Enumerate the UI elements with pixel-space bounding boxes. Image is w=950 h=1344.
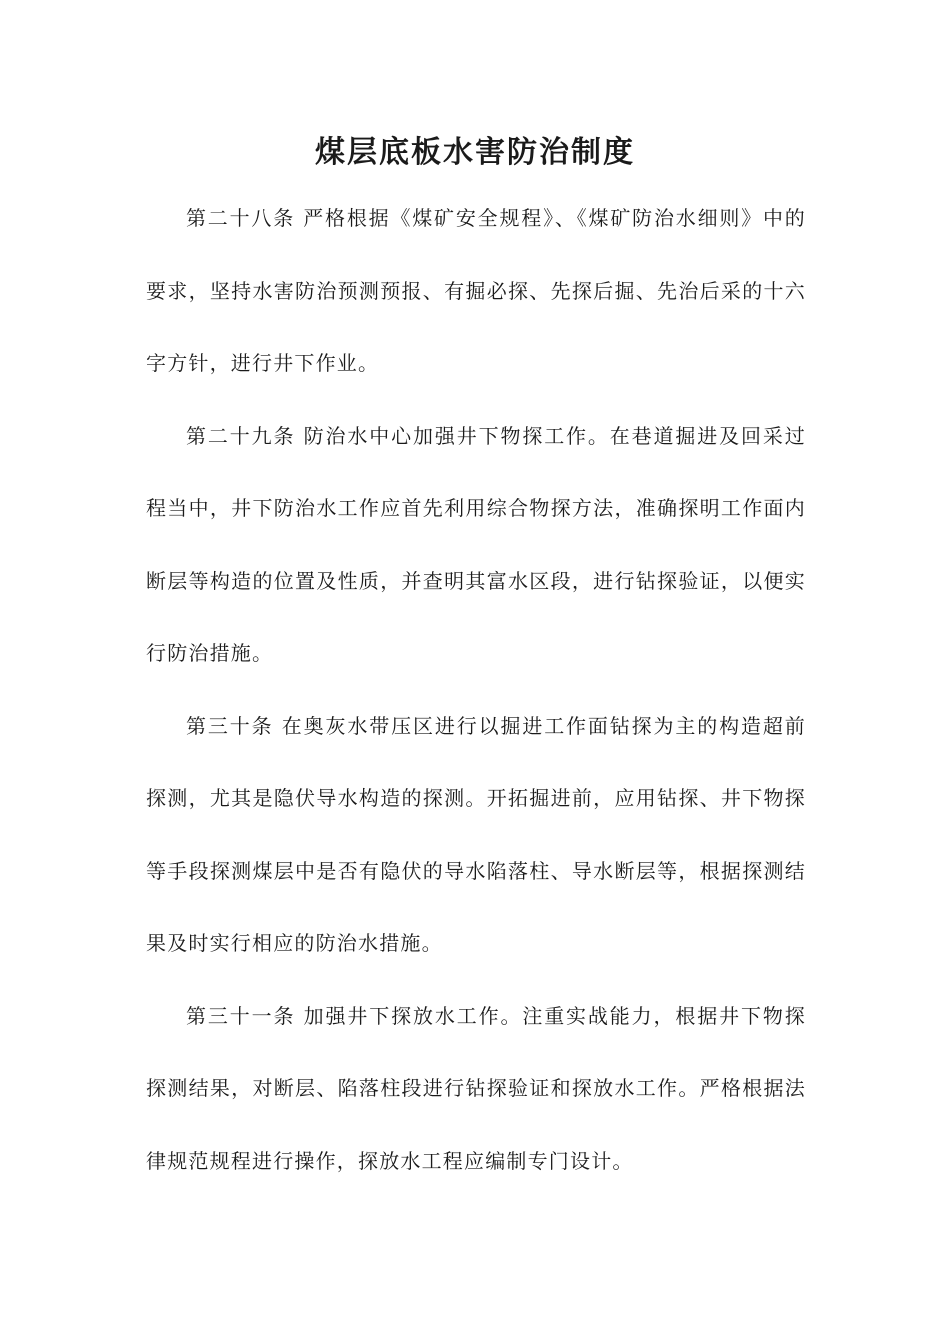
document-title: 煤层底板水害防治制度 [315, 135, 635, 170]
document-body [146, 182, 806, 1197]
article-29-paragraph: 第二十九条 防治水中心加强井下物探工作。在巷道掘进及回采过程当中，井下防治水工作应首先利用综合物探方法，准确探明工作面内断层等构造的位置及性质，并查明其富水区段，进行钻探验证，以便实行防治措施。 [146, 423, 806, 665]
article-31-paragraph: 第三十一条 加强井下探放水工作。注重实战能力，根据井下物探探测结果，对断层、陷落柱段进行钻探验证和探放水工作。严格根据法律规范规程进行操作，探放水工程应编制专门设计。 [146, 1003, 806, 1173]
article-28-paragraph: 第二十八条 严格根据《煤矿安全规程》、《煤矿防治水细则》中的要求，坚持水害防治预测预报、有掘必探、先探后掘、先治后采的十六字方针，进行井下作业。 [146, 206, 806, 375]
article-30-paragraph: 第三十条 在奥灰水带压区进行以掘进工作面钻探为主的构造超前探测，尤其是隐伏导水构造的探测。开拓掘进前，应用钻探、井下物探等手段探测煤层中是否有隐伏的导水陷落柱、导水断层等，根据探测结果及时实行相应的防治水措施。 [146, 713, 806, 955]
